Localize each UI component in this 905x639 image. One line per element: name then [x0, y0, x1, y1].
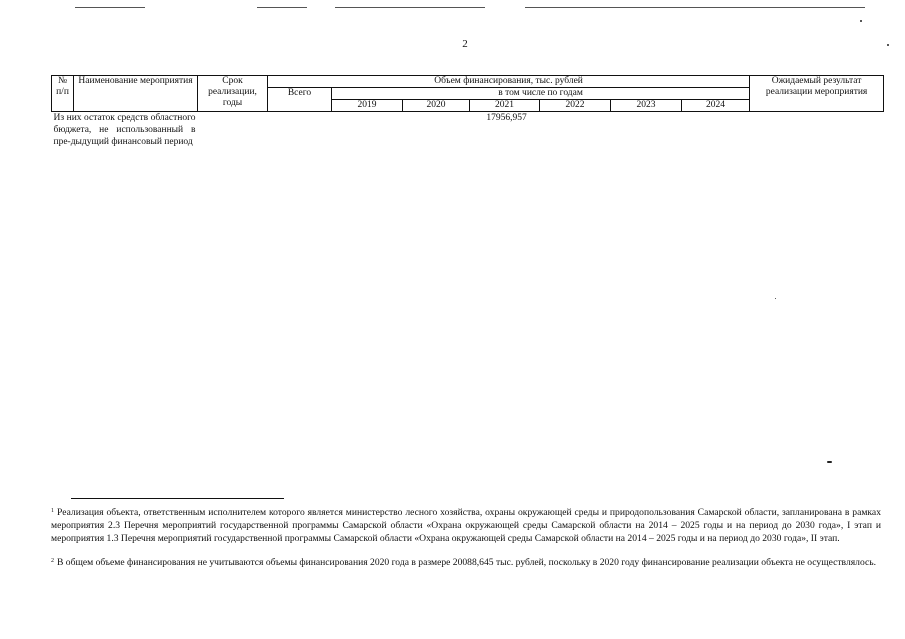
footnote-separator: [71, 498, 284, 499]
footnote-text: В общем объеме финансирования не учитываются объемы финансирования 2020 года в размере 20088,645 тыс. рублей, поскольку в 2020 году финансирование реализации объекта не осуществлялось.: [57, 557, 877, 568]
financing-table: [51, 75, 884, 148]
scan-artifact-line: [335, 7, 485, 8]
row-year-2024: [682, 112, 750, 149]
scan-artifact-dot: [775, 298, 776, 299]
row-term: [198, 112, 268, 149]
header-implementation-term: Срок реализации, годы: [198, 76, 268, 112]
footnote-1: [51, 506, 881, 545]
header-funding-volume: Объем финансирования, тыс. рублей: [268, 76, 750, 88]
scan-artifact-dot: [860, 20, 862, 22]
page-number: 2: [462, 38, 468, 50]
header-year: 2023: [611, 100, 682, 112]
footnote-mark: 2: [51, 558, 54, 564]
scan-artifact-dot: [827, 461, 832, 463]
row-activity-name: Из них остаток средств областного бюджета, не использованный в пре-дыдущий финансовый период: [53, 113, 196, 147]
header-year: 2022: [540, 100, 611, 112]
scan-artifact-line: [525, 7, 865, 8]
row-result: [750, 112, 884, 149]
header-year: 2024: [682, 100, 750, 112]
header-by-years: в том числе по годам: [332, 88, 750, 100]
row-year-2019: [332, 112, 403, 149]
header-number: № п/п: [52, 76, 74, 112]
row-funding-value: 17956,957: [486, 113, 527, 123]
header-activity-name: Наименование мероприятия: [74, 76, 198, 112]
footnote-2: [51, 556, 881, 569]
row-year-2023: [611, 112, 682, 149]
row-total: [268, 112, 332, 149]
header-expected-result: Ожидаемый результат реализации мероприятия: [750, 76, 884, 112]
footnote-mark: 1: [51, 508, 54, 514]
table-row: [52, 112, 884, 149]
header-year: 2021: [470, 100, 540, 112]
header-year: 2020: [403, 100, 470, 112]
footnote-text: Реализация объекта, ответственным исполнителем которого является министерство лесного хозяйства, охраны окружающей среды и природопользования Самарской области, запланирована в рамках мероприятия 2.3 Перечня мероприятий государственной программы Самарской области «Охрана окружающей среды Самарской области на 2014 – 2025 годы и на период до 2030 года», I этап и мероприятия 1.3 Перечня мероприятий государственной программы Самарской области «Охрана окружающей среды Самарской области на 2014 – 2025 годы и на период до 2030 года», II этап.: [51, 507, 881, 544]
scan-artifact-line: [75, 7, 145, 8]
header-total: Всего: [268, 88, 332, 112]
header-year: 2019: [332, 100, 403, 112]
scan-artifact-line: [257, 7, 307, 8]
